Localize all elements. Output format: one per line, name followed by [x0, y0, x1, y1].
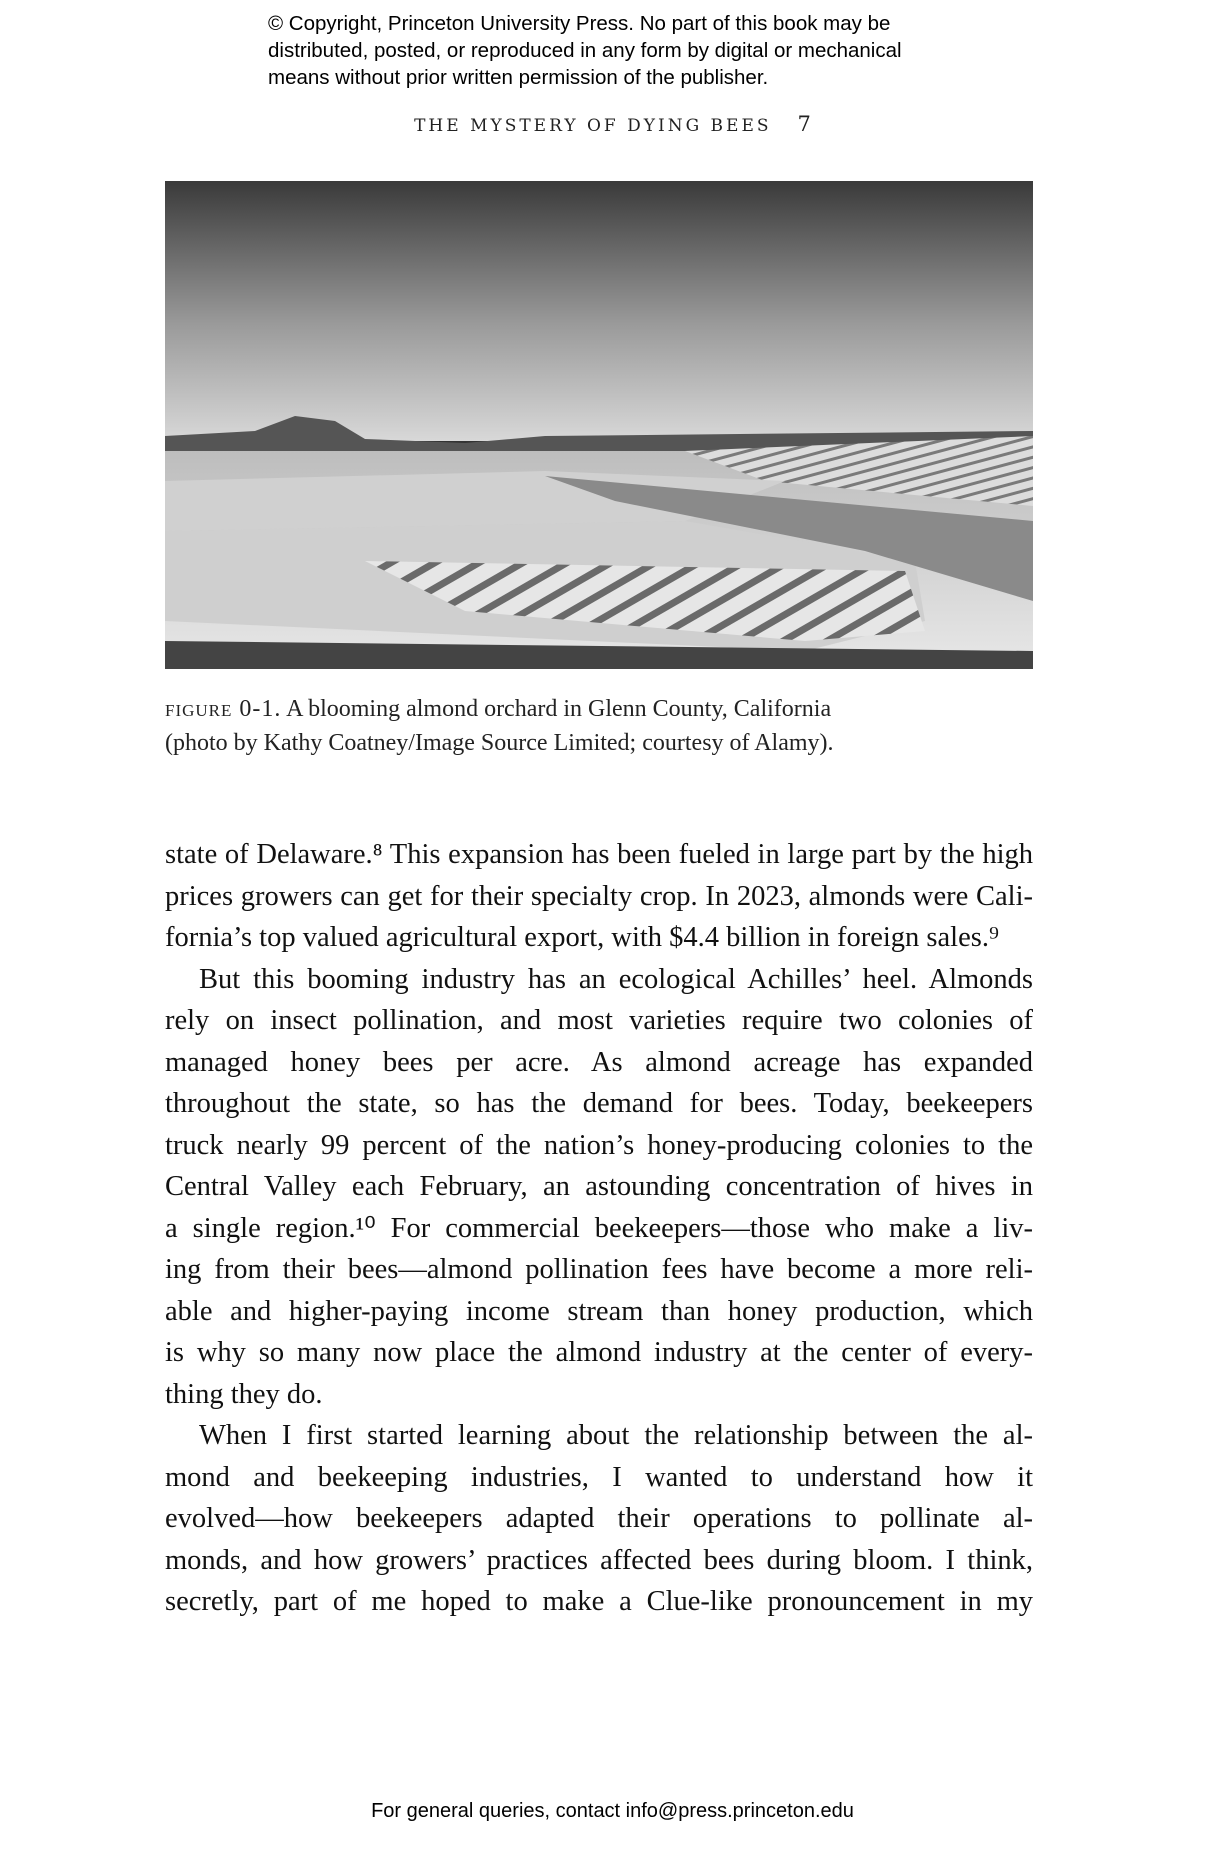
- text-line: Central Valley each February, an astounding concentration of hives in: [165, 1171, 1033, 1202]
- text-line: secretly, part of me hoped to make a Clue-like pronouncement in my: [165, 1586, 1033, 1617]
- footer-contact: For general queries, contact info@press.princeton.edu: [371, 1800, 854, 1822]
- text-line: throughout the state, so has the demand for bees. Today, beekeepers: [165, 1088, 1033, 1119]
- body-text: [165, 834, 1033, 1623]
- text-line: When I first started learning about the relationship between the al-: [199, 1420, 1033, 1451]
- text-line: managed honey bees per acre. As almond acreage has expanded: [165, 1046, 1033, 1078]
- text-line: But this booming industry has an ecological Achilles’ heel. Almonds: [199, 963, 1033, 995]
- text-line: a single region.¹⁰ For commercial beekeepers—those who make a liv-: [165, 1212, 1033, 1244]
- copyright-notice: [268, 10, 988, 91]
- text-line: evolved—how beekeepers adapted their operations to pollinate al-: [165, 1503, 1033, 1534]
- text-line: rely on insect pollination, and most varieties require two colonies of: [165, 1005, 1033, 1036]
- caption-credit: (photo by Kathy Coatney/Image Source Limited; courtesy of Alamy).: [165, 730, 834, 756]
- text-line: truck nearly 99 percent of the nation’s honey-producing colonies to the: [165, 1129, 1033, 1161]
- text-line: mond and beekeeping industries, I wanted to understand how it: [165, 1461, 1033, 1493]
- text-line: ing from their bees—almond pollination fees have become a more reli-: [165, 1254, 1033, 1285]
- running-head: [0, 112, 1225, 136]
- figure-label: figure 0-1.: [165, 696, 282, 722]
- almond-orchard-photo: [165, 181, 1033, 669]
- page-number: 7: [797, 112, 811, 136]
- text-line: thing they do.: [165, 1378, 323, 1410]
- text-line: prices growers can get for their specialty crop. In 2023, almonds were Cali-: [165, 880, 1033, 912]
- figure-caption: [165, 692, 1045, 760]
- running-head-title: THE MYSTERY OF DYING BEES: [414, 116, 772, 136]
- copyright-line: © Copyright, Princeton University Press. No part of this book may be: [268, 12, 891, 35]
- text-line: is why so many now place the almond industry at the center of every-: [165, 1337, 1033, 1368]
- caption-text: A blooming almond orchard in Glenn County, California: [281, 696, 832, 722]
- text-line: state of Delaware.⁸ This expansion has been fueled in large part by the high: [165, 839, 1033, 870]
- copyright-line: means without prior written permission of the publisher.: [268, 66, 769, 89]
- text-line: able and higher-paying income stream than honey production, which: [165, 1295, 1033, 1327]
- text-line: monds, and how growers’ practices affected bees during bloom. I think,: [165, 1544, 1033, 1576]
- copyright-line: distributed, posted, or reproduced in any form by digital or mechanical: [268, 39, 902, 62]
- text-line: fornia’s top valued agricultural export, with $4.4 billion in foreign sales.⁹: [165, 922, 999, 953]
